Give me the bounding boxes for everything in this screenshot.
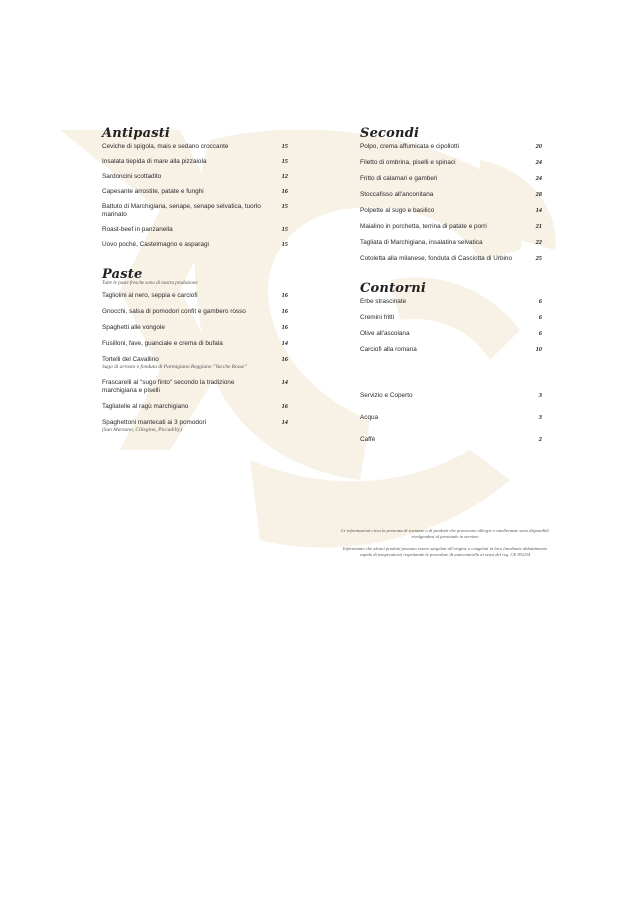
- frozen-products-note: Informiamo che alcuni prodotti possono essere surgelati all'origine o congelati in loco (mediante abbattimento rapido di temperatura) rispettando le procedure di autocontrollo ai sensi del reg. CE 852/04: [342, 546, 548, 557]
- left-column: [102, 126, 288, 443]
- allergens-note: Le informazioni circa la presenza di sostanze o di prodotti che provocano allergie o intolleranze sono disponibili rivolgendosi al personale in servizio: [341, 528, 549, 539]
- menu-item: [360, 346, 542, 354]
- menu-item: [102, 356, 288, 371]
- paste-note: Tutte le paste fresche sono di nostra produzione: [102, 281, 198, 286]
- menu-item-price: 16: [281, 356, 288, 363]
- menu-item-name: Erbe strascinate: [360, 298, 407, 305]
- menu-item-text: [360, 392, 413, 400]
- menu-item: [102, 173, 288, 181]
- menu-item-name: Spaghetti alle vongole: [102, 324, 165, 331]
- menu-item-price: 16: [281, 402, 288, 410]
- secondi-title: Secondi: [360, 126, 420, 141]
- menu-item: [102, 143, 288, 151]
- menu-item-text: [360, 314, 394, 322]
- menu-item-text: [360, 330, 410, 338]
- antipasti-title: Antipasti: [102, 126, 171, 141]
- menu-item-name: Fusilloni, fave, guanciale e crema di bufala: [102, 340, 223, 347]
- menu-item-text: [102, 158, 206, 166]
- menu-item-price: 22: [535, 239, 542, 246]
- contorni-list: [360, 298, 542, 354]
- menu-item-text: [102, 188, 204, 196]
- legal-notes: [340, 528, 550, 564]
- menu-item-text: [360, 346, 417, 354]
- menu-item-name: Acqua: [360, 414, 379, 421]
- menu-item: [360, 436, 542, 444]
- menu-item-text: [102, 292, 198, 300]
- menu-item: [360, 159, 542, 167]
- menu-item-name: Ceviche di spigola, mais e sedano croccante: [102, 143, 229, 150]
- menu-item-price: 14: [281, 418, 288, 426]
- menu-item: [102, 158, 288, 166]
- menu-item: [360, 314, 542, 322]
- menu-item-text: [360, 255, 512, 263]
- secondi-section: [360, 126, 542, 263]
- menu-item: [102, 188, 288, 196]
- menu-item-text: [102, 203, 270, 219]
- menu-item-text: [102, 308, 246, 316]
- menu-item-text: [360, 298, 406, 306]
- menu-item-name: Stoccafisso all'anconitana: [360, 191, 434, 198]
- menu-item: [102, 379, 288, 395]
- menu-item-text: [360, 223, 487, 231]
- menu-item-text: [102, 419, 206, 434]
- menu-item-text: [102, 340, 223, 348]
- paste-section: [102, 267, 288, 433]
- extras-section: [360, 392, 542, 444]
- menu-item-price: 15: [281, 158, 288, 165]
- menu-item: [360, 255, 542, 263]
- menu-item-price: 16: [281, 308, 288, 315]
- menu-item-price: 2: [538, 436, 542, 443]
- menu-item: [360, 143, 542, 151]
- menu-item-text: [360, 436, 375, 444]
- menu-item: [360, 223, 542, 231]
- menu-item: [102, 226, 288, 234]
- menu-item-name: Roast-beef in panzanella: [102, 226, 173, 233]
- menu-item-text: [102, 173, 161, 181]
- menu-item-name: Gnocchi, salsa di pomodori confit e gambero rosso: [102, 308, 246, 315]
- menu-item-name: Servizio e Coperto: [360, 392, 413, 399]
- menu-item-price: 15: [281, 226, 288, 233]
- menu-item: [360, 239, 542, 247]
- menu-item: [360, 207, 542, 215]
- secondi-list: [360, 143, 542, 263]
- menu-item: [102, 324, 288, 332]
- menu-item: [102, 403, 288, 411]
- menu-item-price: 16: [281, 188, 288, 195]
- menu-item-price: 25: [535, 255, 542, 262]
- menu-item-name: Polpette al sugo e basilico: [360, 207, 435, 214]
- menu-item-text: [360, 414, 378, 422]
- menu-item-description: (San Marzano, Ciliegino, Piccadilly): [102, 426, 182, 433]
- extras-list: [360, 392, 542, 444]
- menu-item: [360, 298, 542, 306]
- menu-item-name: Tagliata di Marchigiana, insalatina selvatica: [360, 239, 483, 246]
- menu-item-price: 14: [281, 378, 288, 386]
- menu-item: [102, 292, 288, 300]
- menu-item-text: [360, 191, 433, 199]
- paste-list: [102, 292, 288, 433]
- menu-item-price: 15: [281, 203, 288, 210]
- menu-item-price: 3: [538, 392, 542, 399]
- menu-item-price: 10: [535, 346, 542, 353]
- menu-item-text: [360, 207, 434, 215]
- menu-item-name: Uovo poché, Castelmagno e asparagi: [102, 241, 209, 248]
- menu-item-name: Cotoletta alla milanese, fonduta di Casciotta di Urbino: [360, 255, 513, 262]
- menu-item: [360, 392, 542, 400]
- menu-item-price: 6: [538, 330, 542, 337]
- menu-item-name: Olive all'ascolana: [360, 330, 410, 337]
- menu-item-price: 28: [535, 191, 542, 198]
- menu-item-name: Tagliatelle al ragù marchigiano: [102, 402, 189, 410]
- menu-item-price: 24: [535, 159, 542, 166]
- menu-item-text: [360, 159, 456, 167]
- menu-item: [102, 308, 288, 316]
- menu-item-name: Polpo, crema affumicata e cipollotti: [360, 143, 459, 150]
- menu-item-price: 14: [535, 207, 542, 214]
- menu-item-price: 21: [535, 223, 542, 230]
- menu-item-text: [102, 226, 173, 234]
- menu-item: [360, 175, 542, 183]
- menu-item-name: Carciofi alla romana: [360, 346, 417, 353]
- menu-item-text: [360, 239, 483, 247]
- menu-item-price: 3: [538, 414, 542, 421]
- menu-item-price: 16: [281, 292, 288, 299]
- menu-item-name: Tortelli del Cavallino: [102, 356, 159, 363]
- menu-item-name: Spaghettoni mantecati ai 3 pomodori: [102, 418, 207, 426]
- menu-item: [360, 330, 542, 338]
- menu-item-text: [360, 143, 459, 151]
- menu-item-price: 16: [281, 324, 288, 331]
- antipasti-section: [102, 126, 288, 249]
- menu-item-text: [102, 356, 247, 371]
- menu-item-text: [360, 175, 437, 183]
- menu-item-text: [102, 143, 228, 151]
- menu-item-name: Cremini fritti: [360, 314, 395, 321]
- menu-item-name: Tagliolini al nero, seppia e carciofi: [102, 292, 198, 299]
- menu-item-text: [102, 241, 209, 249]
- menu-item-price: 15: [281, 241, 288, 248]
- menu-item: [102, 419, 288, 434]
- menu-item-price: 6: [538, 314, 542, 321]
- menu-item-name: Fritto di calamari e gamberi: [360, 175, 438, 182]
- menu-item-price: 14: [281, 340, 288, 347]
- menu-item-name: Capesante arrostite, patate e funghi: [102, 188, 204, 195]
- menu-item-price: 15: [281, 143, 288, 150]
- menu-item-price: 6: [538, 298, 542, 305]
- menu-item: [102, 203, 288, 219]
- menu-item-price: 24: [535, 175, 542, 182]
- menu-item: [360, 191, 542, 199]
- menu-item-name: Caffè: [360, 436, 376, 443]
- menu-item-name: Insalata tiepida di mare alla pizzaiola: [102, 158, 207, 165]
- antipasti-list: [102, 143, 288, 249]
- menu-item: [360, 414, 542, 422]
- menu-item-name: Frascarelli al "sugo finto" secondo la tradizione marchigiana e piselli: [102, 378, 235, 394]
- contorni-title: Contorni: [360, 281, 426, 296]
- menu-item: [102, 340, 288, 348]
- menu-item-description: Sugo di arrosto e fonduta di Parmigiano Reggiano "Vacche Rosse": [102, 364, 247, 370]
- menu-item-name: Maialino in porchetta, terrina di patate e porri: [360, 223, 487, 230]
- menu-item-text: [102, 324, 165, 332]
- menu-item: [102, 241, 288, 249]
- menu-item-name: Sardoncini scottadito: [102, 173, 162, 180]
- menu-item-name: Battuto di Marchigiana, senape, senape selvatica, tuorlo marinato: [102, 203, 261, 218]
- paste-title: Paste: [102, 267, 143, 282]
- right-column: [360, 126, 542, 458]
- menu-item-text: [102, 403, 188, 411]
- menu-item-text: [102, 379, 270, 395]
- menu-item-price: 12: [281, 173, 288, 180]
- menu-item-name: Filetto di ombrina, piselli e spinaci: [360, 159, 456, 166]
- contorni-section: [360, 281, 542, 354]
- menu-item-price: 20: [535, 143, 542, 150]
